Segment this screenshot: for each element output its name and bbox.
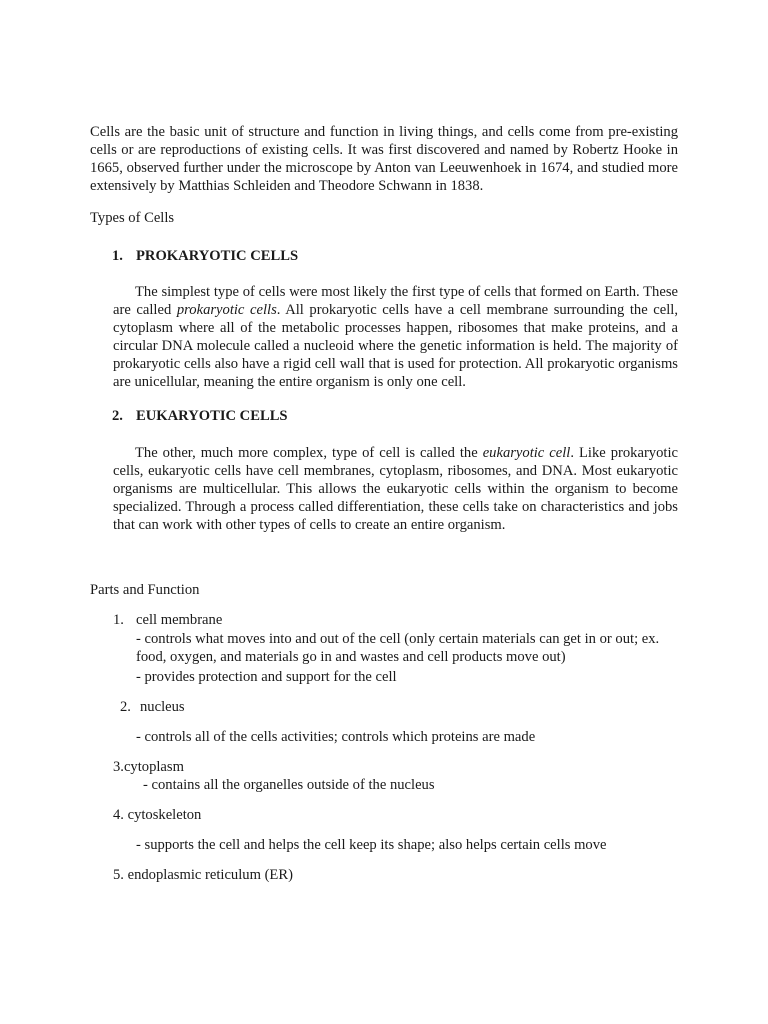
list-item-cytoskeleton: 4. cytoskeleton (113, 807, 202, 823)
parts-and-function-heading: Parts and Function (90, 582, 200, 598)
list-item-number: 2. (120, 699, 131, 715)
para-text: . All prokaryotic cells have a cell membrane surrounding the cell, cytoplasm where all of the metabolic processes happen, ribosomes that make proteins, and a circular DNA molecule called a nucleoid where the genetic information is held. The majority of prokaryotic cells also have a rigid cell wall that is used for protection. All prokaryotic organisms are unicellular, meaning the entire organism is only one cell. (113, 302, 678, 390)
list-item-cell-membrane: cell membrane (136, 612, 223, 628)
list-item-cytoplasm: 3.cytoplasm (113, 759, 184, 775)
list-item-description: - controls all of the cells activities; controls which proteins are made (136, 729, 536, 745)
section-title: PROKARYOTIC CELLS (136, 248, 299, 264)
prokaryotic-paragraph (113, 283, 678, 391)
term-prokaryotic-cells: prokaryotic cells (176, 302, 277, 318)
eukaryotic-paragraph (113, 444, 678, 534)
list-item-description: - controls what moves into and out of the cell (only certain materials can get in or out; ex. food, oxygen, and materials go in and wastes and cell products move out) (136, 631, 660, 665)
section-number: 2. (112, 408, 123, 424)
list-item-description: - contains all the organelles outside of the nucleus (143, 777, 435, 793)
para-text: The simplest type of cells were most likely the first type of cells that formed on Earth. These are called (113, 284, 678, 318)
list-item-number: 1. (113, 612, 124, 628)
section-number: 1. (112, 248, 123, 264)
list-item-nucleus: nucleus (140, 699, 185, 715)
section-title: EUKARYOTIC CELLS (136, 408, 288, 424)
para-text: The other, much more complex, type of cell is called the (135, 445, 483, 461)
types-of-cells-heading: Types of Cells (90, 210, 175, 226)
intro-paragraph: Cells are the basic unit of structure and function in living things, and cells come from pre-existing cells or are reproductions of existing cells. It was first discovered and named by Robertz Hooke in 1665, observed further under the microscope by Anton van Leeuwenhoek in 1674, and studied more extensively by Matthias Schleiden and Theodore Schwann in 1838. (90, 124, 678, 194)
para-text: . Like prokaryotic cells, eukaryotic cells have cell membranes, cytoplasm, ribosomes, and DNA. Most eukaryotic organisms are multicellular. This allows the eukaryotic cells within the organism to become specialized. Through a process called differentiation, these cells take on characteristics and jobs that can work with other types of cells to create an entire organism. (113, 445, 678, 533)
list-item-description: - provides protection and support for the cell (136, 669, 397, 685)
list-item-endoplasmic-reticulum: 5. endoplasmic reticulum (ER) (113, 867, 293, 883)
term-eukaryotic-cell: eukaryotic cell (482, 445, 571, 461)
list-item-description: - supports the cell and helps the cell keep its shape; also helps certain cells move (136, 837, 607, 853)
